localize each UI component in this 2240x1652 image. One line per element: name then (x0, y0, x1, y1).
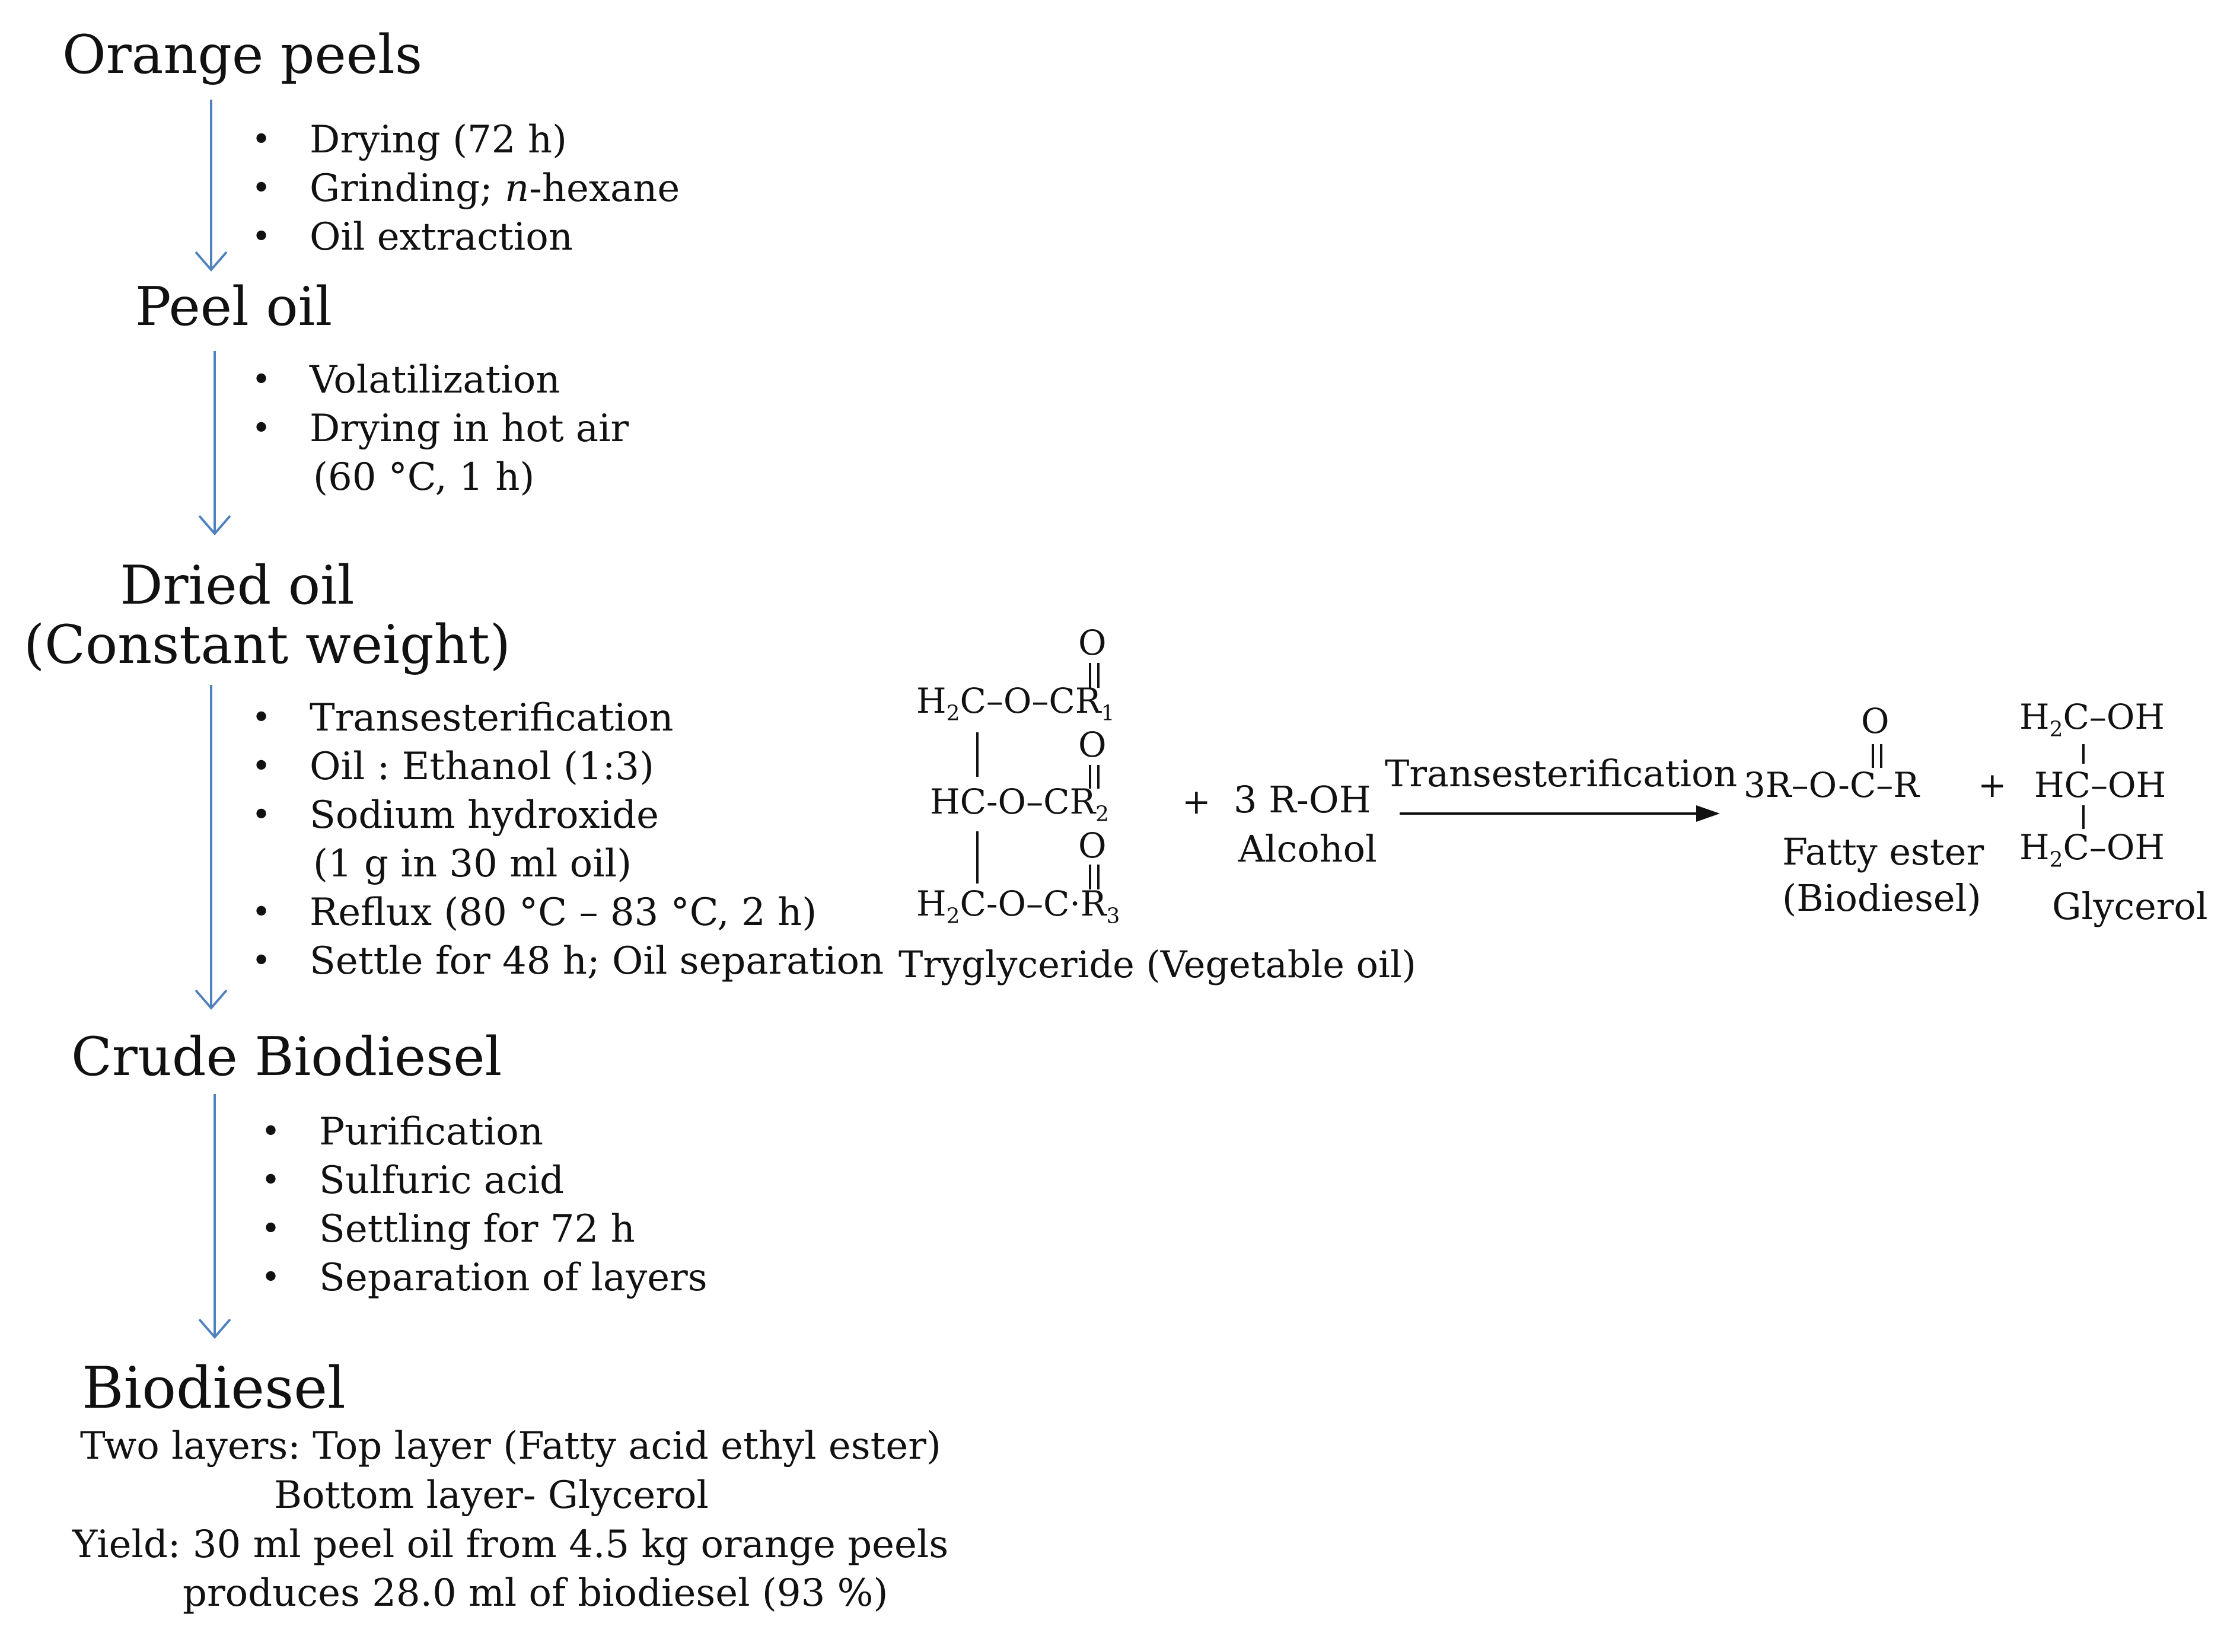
bullet-item: • Transesterification (251, 694, 884, 742)
tg-row-3: $H_2C-O-C\cdot R_3$ (916, 884, 1120, 929)
reaction-arrow-label: Transesterification (1385, 752, 1738, 795)
bullet-item: • Grinding; n-hexane (251, 164, 680, 213)
bullet-item: • Drying in hot air (251, 404, 629, 453)
bullet-item: • Settling for 72 h (261, 1205, 708, 1254)
alcohol-label: Alcohol (1238, 827, 1377, 870)
alcohol-formula: 3 R-OH (1234, 778, 1371, 821)
bullet-item: • Separation of layers (261, 1254, 708, 1302)
ester-oxygen: O (1861, 701, 1889, 741)
plus-sign-2: + (1978, 765, 2007, 805)
bullet-item: • Sodium hydroxide (251, 791, 884, 840)
footer-line-3: Yield: 30 ml peel oil from 4.5 kg orange peels (72, 1523, 949, 1567)
step-title-peel-oil: Peel oil (135, 276, 333, 338)
step-title-orange-peels: Orange peels (62, 24, 423, 86)
bullet-item: • Volatilization (251, 356, 629, 404)
triglyceride-label: Tryglyceride (Vegetable oil) (898, 943, 1416, 986)
bullet-dot: • (251, 942, 272, 980)
bullet-item: • Sulfuric acid (261, 1156, 708, 1205)
step-4-bullets (261, 1108, 708, 1302)
ester-label-2: (Biodiesel) (1782, 876, 1981, 920)
bullet-dot: • (251, 409, 272, 448)
bullet-item: • Settle for 48 h; Oil separation (251, 937, 884, 986)
tg-oxygen-3: O (1078, 825, 1107, 866)
glycerol-row-1: $H_2C-OH$ (2019, 697, 2165, 742)
bullet-dot: • (261, 1258, 281, 1297)
bullet-dot: • (251, 699, 272, 737)
bullet-item: • Purification (261, 1108, 708, 1156)
footer-line-1: Two layers: Top layer (Fatty acid ethyl ester) (80, 1424, 941, 1468)
bullet-dot: • (251, 361, 272, 399)
footer-line-4: produces 28.0 ml of biodiesel (93 %) (183, 1571, 888, 1615)
bullet-continuation: (1 g in 30 ml oil) (313, 842, 632, 886)
step-title-crude-biodiesel: Crude Biodiesel (71, 1026, 502, 1088)
bullet-dot: • (261, 1112, 281, 1151)
step-2-bullets (251, 356, 629, 502)
bullet-dot: • (251, 218, 272, 256)
bullet-dot: • (261, 1210, 281, 1248)
tg-oxygen-1: O (1078, 623, 1107, 663)
bullet-dot: • (251, 120, 272, 159)
bullet-dot: • (251, 169, 272, 208)
bullet-dot: • (251, 893, 272, 932)
bullet-dot: • (251, 796, 272, 834)
bullet-continuation: (60 °C, 1 h) (313, 455, 535, 499)
glycerol-row-3: $H_2C-OH$ (2019, 827, 2165, 872)
glycerol-row-2: HC–OH (2034, 765, 2166, 805)
tg-row-2: $HC-O-CR_2$ (930, 782, 1110, 827)
step-title-biodiesel: Biodiesel (82, 1355, 346, 1421)
tg-oxygen-2: O (1078, 725, 1107, 765)
glycerol-label: Glycerol (2052, 885, 2208, 928)
bullet-dot: • (251, 747, 272, 786)
bullet-item: • Drying (72 h) (251, 116, 680, 164)
step-subtitle-constant-weight: (Constant weight) (24, 614, 511, 676)
step-3-bullets (251, 694, 884, 986)
plus-sign-1: + (1182, 782, 1211, 822)
step-title-dried-oil: Dried oil (120, 554, 355, 617)
ester-label-1: Fatty ester (1782, 830, 1984, 873)
bullet-item: • Oil extraction (251, 213, 680, 261)
bullet-dot: • (261, 1161, 281, 1200)
reaction-arrowhead (1696, 805, 1720, 822)
tg-row-1: $H_2C-O-CR_1$ (916, 681, 1115, 726)
step-1-bullets (251, 116, 680, 261)
footer-line-2: Bottom layer- Glycerol (274, 1474, 709, 1517)
bullet-item: • Reflux (80 °C – 83 °C, 2 h) (251, 888, 884, 937)
ester-formula: 3R–O-C–R (1744, 765, 1919, 805)
bullet-item: • Oil : Ethanol (1:3) (251, 742, 884, 791)
